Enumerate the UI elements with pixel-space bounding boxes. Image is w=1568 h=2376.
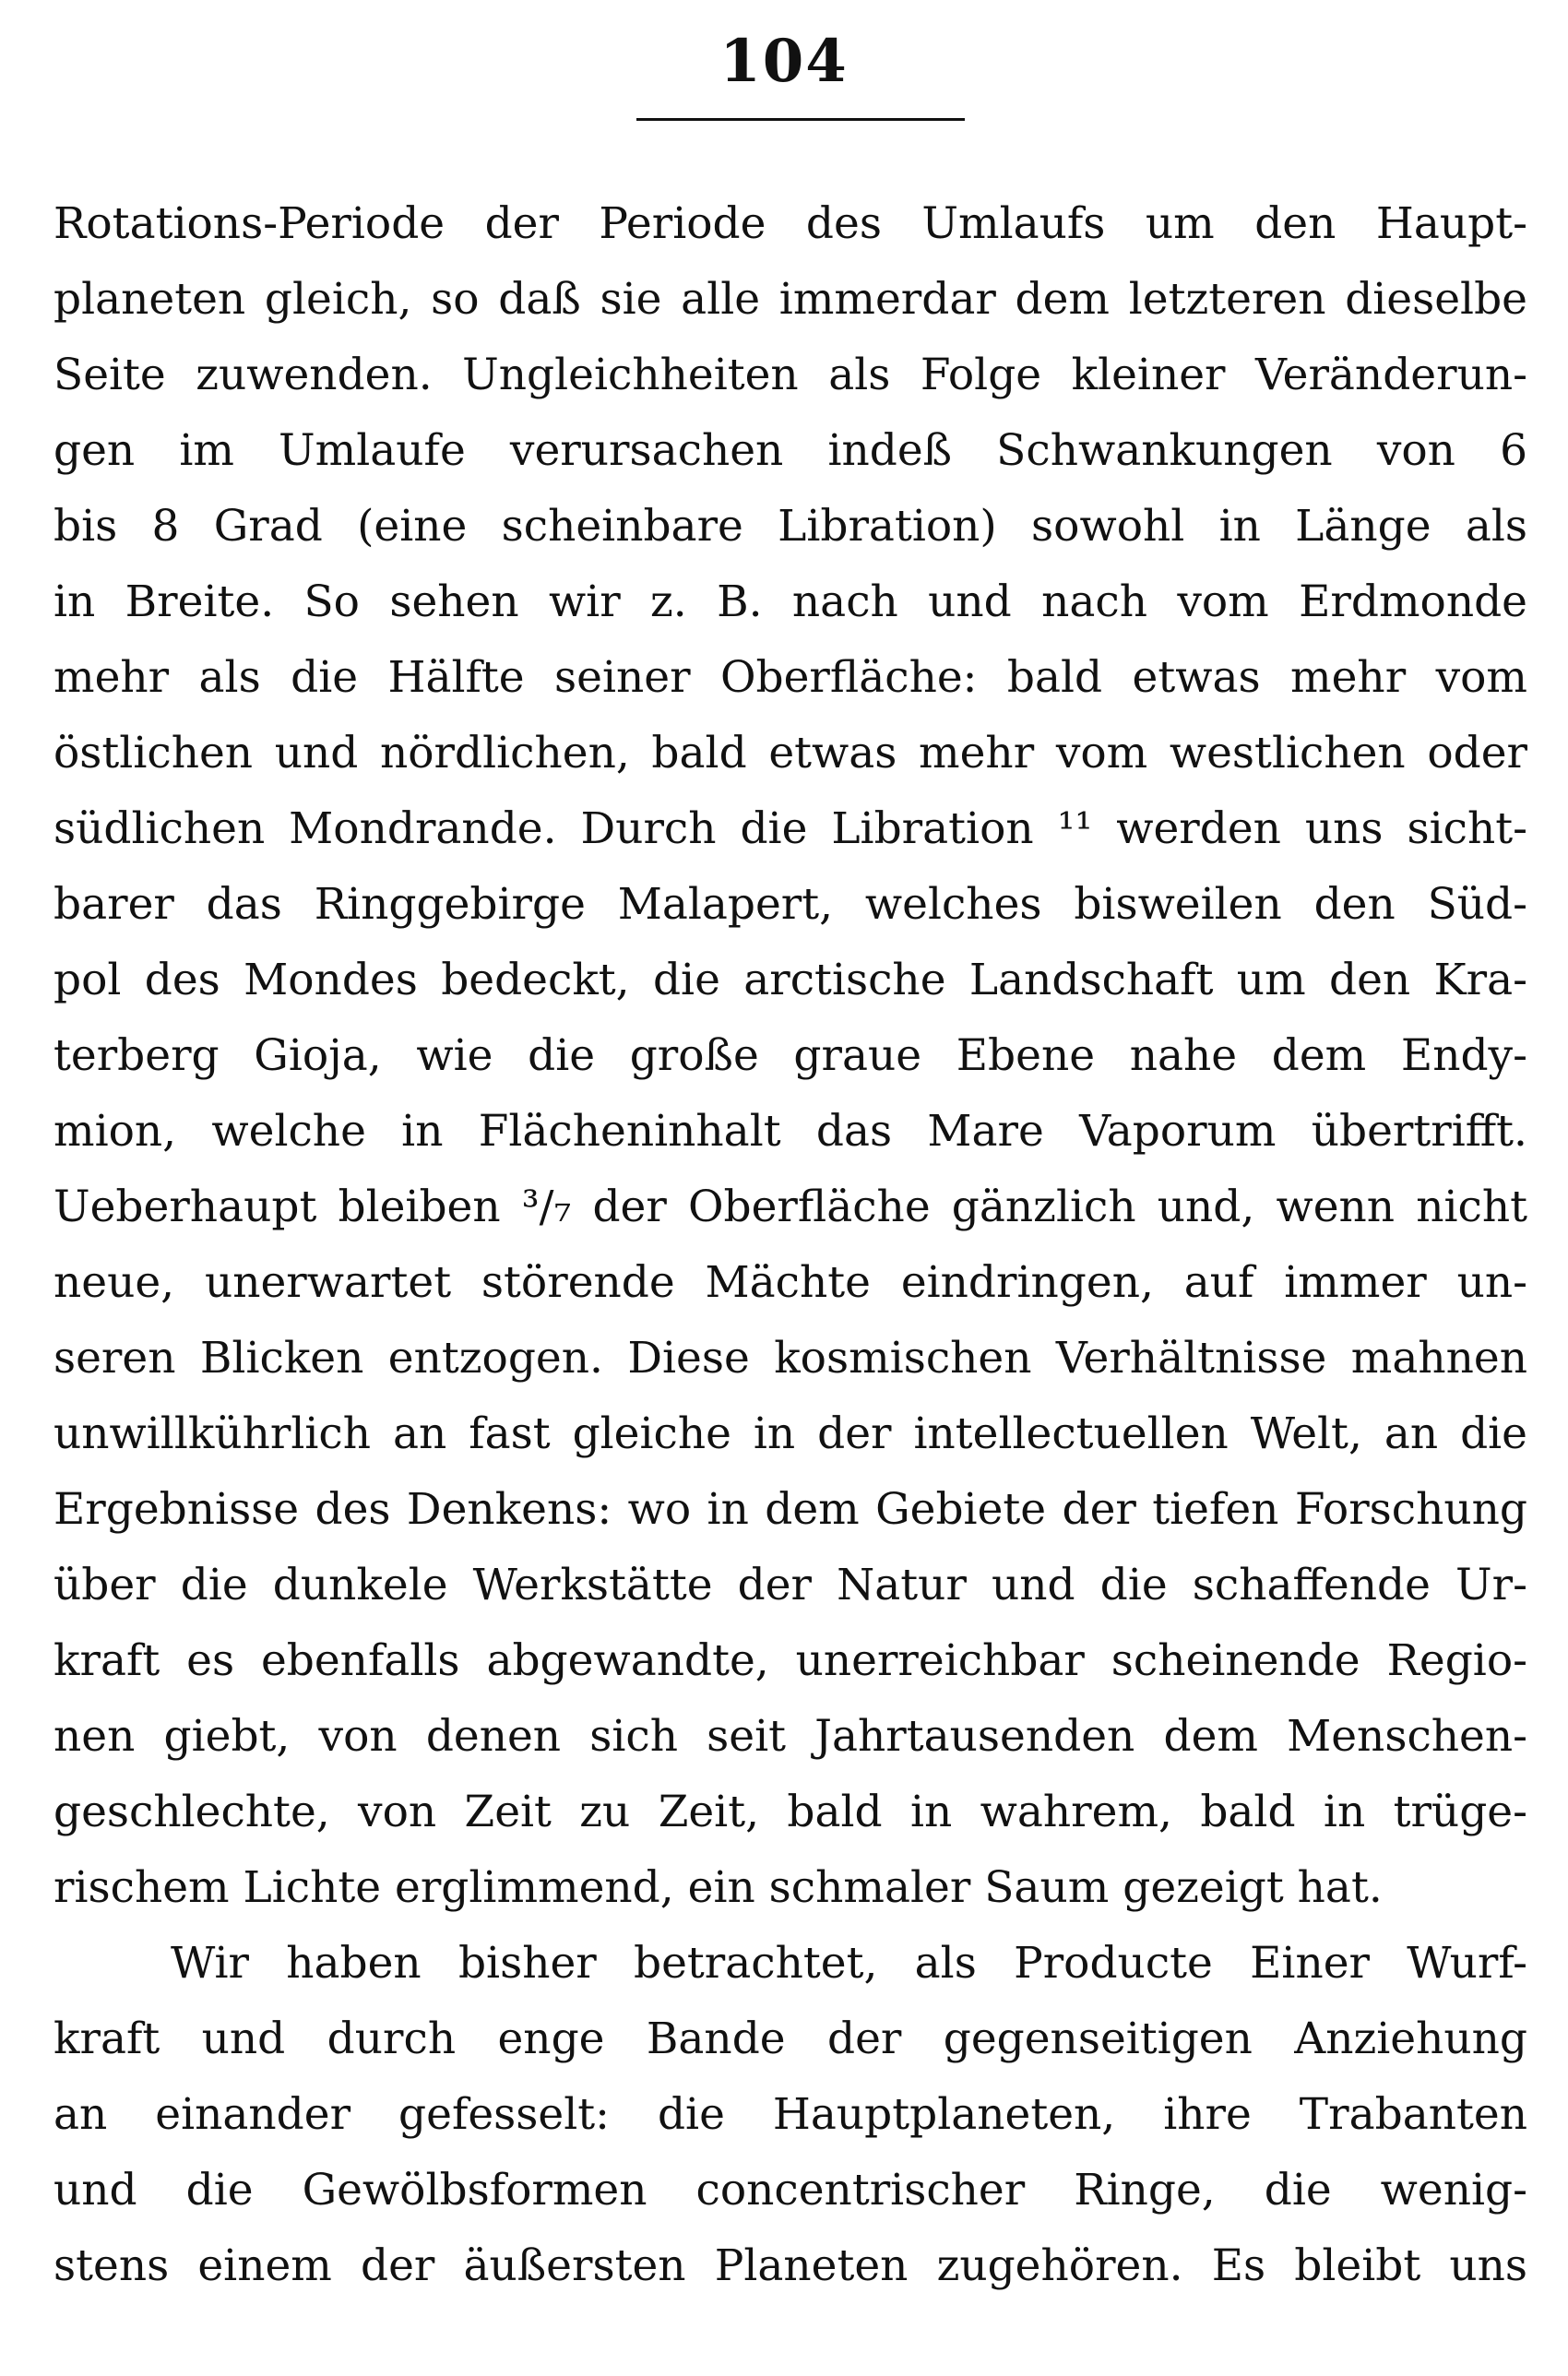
- text-line: neue, unerwartet störende Mächte eindringen, auf immer un-: [53, 1257, 1527, 1308]
- text-line: geschlechte, von Zeit zu Zeit, bald in wahrem, bald in trüge-: [53, 1787, 1527, 1837]
- text-line: terberg Gioja, wie die große graue Ebene nahe dem Endy-: [53, 1030, 1527, 1081]
- text-line: barer das Ringgebirge Malapert, welches bisweilen den Süd-: [53, 879, 1527, 930]
- text-line: stens einem der äußersten Planeten zugehören. Es bleibt uns: [53, 2240, 1527, 2291]
- text-line: unwillkührlich an fast gleiche in der intellectuellen Welt, an die: [53, 1408, 1527, 1459]
- text-line: planeten gleich, so daß sie alle immerdar dem letzteren dieselbe: [53, 274, 1527, 325]
- text-line: seren Blicken entzogen. Diese kosmischen Verhältnisse mahnen: [53, 1333, 1527, 1384]
- text-line: in Breite. So sehen wir z. B. nach und nach vom Erdmonde: [53, 576, 1527, 627]
- text-line: Rotations-Periode der Periode des Umlaufs um den Haupt-: [53, 198, 1527, 249]
- text-line: nen giebt, von denen sich seit Jahrtausenden dem Menschen-: [53, 1711, 1527, 1762]
- text-line: südlichen Mondrande. Durch die Libration ¹¹ werden uns sicht-: [53, 803, 1527, 854]
- text-line: pol des Mondes bedeckt, die arctische Landschaft um den Kra-: [53, 955, 1527, 1005]
- text-line: Ueberhaupt bleiben ³/₇ der Oberfläche gänzlich und, wenn nicht: [53, 1182, 1527, 1232]
- text-line: Seite zuwenden. Ungleichheiten als Folge kleiner Veränderun-: [53, 350, 1527, 400]
- text-line: mehr als die Hälfte seiner Oberfläche: bald etwas mehr vom: [53, 652, 1527, 703]
- text-line: kraft und durch enge Bande der gegenseitigen Anziehung: [53, 2014, 1527, 2064]
- text-line: rischem Lichte erglimmend, ein schmaler Saum gezeigt hat.: [53, 1862, 1383, 1913]
- text-line: und die Gewölbsformen concentrischer Ringe, die wenig-: [53, 2165, 1527, 2216]
- text-line: bis 8 Grad (eine scheinbare Libration) sowohl in Länge als: [53, 501, 1527, 552]
- text-line: mion, welche in Flächeninhalt das Mare Vaporum übertrifft.: [53, 1106, 1527, 1157]
- text-line: über die dunkele Werkstätte der Natur und die schaffende Ur-: [53, 1560, 1527, 1610]
- text-line: östlichen und nördlichen, bald etwas mehr vom westlichen oder: [53, 728, 1527, 778]
- page-number: 104: [719, 27, 849, 96]
- text-line: gen im Umlaufe verursachen indeß Schwankungen von 6: [53, 425, 1527, 476]
- text-line: Wir haben bisher betrachtet, als Producte Einer Wurf-: [171, 1938, 1527, 1989]
- text-line: an einander gefesselt: die Hauptplaneten, ihre Trabanten: [53, 2089, 1527, 2140]
- text-line: kraft es ebenfalls abgewandte, unerreichbar scheinende Regio-: [53, 1635, 1527, 1686]
- text-line: Ergebnisse des Denkens: wo in dem Gebiete der tiefen Forschung: [53, 1484, 1527, 1535]
